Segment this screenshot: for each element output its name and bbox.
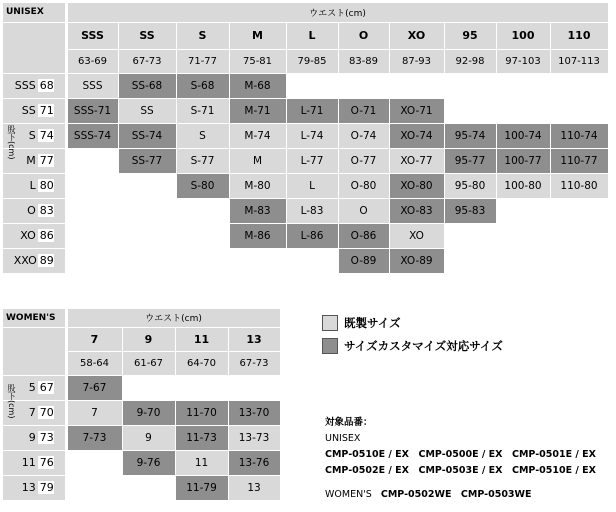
unisex-waist-header: ウエスト(cm) (67, 3, 608, 22)
size-cell (176, 248, 229, 273)
size-cell: 7 (67, 400, 122, 425)
row-label (3, 198, 65, 223)
size-header-95: 95 (444, 22, 496, 49)
range-header-SSS: 63-69 (67, 49, 118, 73)
legend-dark-label: サイズカスタマイズ対応サイズ (344, 339, 503, 353)
row-size-name: 5 (28, 381, 36, 394)
size-cell: M-83 (229, 198, 286, 223)
legend-dark-swatch (322, 338, 338, 354)
size-cell (67, 223, 118, 248)
size-cell (122, 375, 175, 400)
row-inseam-value: 74 (39, 129, 54, 142)
size-cell (496, 248, 550, 273)
legend-light-swatch (322, 315, 338, 331)
table-row (3, 198, 608, 223)
range-header-9: 61-67 (122, 351, 175, 375)
table-row (3, 400, 280, 425)
size-cell: 13 (228, 475, 280, 500)
unisex-hip-label: 股下(cm) (7, 125, 16, 160)
row-size-name: L (29, 179, 36, 192)
range-header-13: 67-73 (228, 351, 280, 375)
size-cell: O-71 (338, 98, 389, 123)
size-cell: S-68 (176, 73, 229, 98)
size-cell (496, 223, 550, 248)
size-cell (118, 198, 176, 223)
size-cell: O-89 (338, 248, 389, 273)
table-row (3, 248, 608, 273)
size-cell (496, 198, 550, 223)
row-size-name: M (26, 154, 36, 167)
size-cell: S-77 (176, 148, 229, 173)
size-cell (229, 248, 286, 273)
size-cell: 13-73 (228, 425, 280, 450)
size-cell: 95-77 (444, 148, 496, 173)
range-header-SS: 67-73 (118, 49, 176, 73)
size-cell: SS (118, 98, 176, 123)
size-header-11: 11 (175, 327, 228, 351)
size-cell (228, 375, 280, 400)
size-cell: SS-68 (118, 73, 176, 98)
row-inseam-value: 89 (39, 254, 54, 267)
row-inseam-value: 68 (39, 79, 54, 92)
size-cell: 9-70 (122, 400, 175, 425)
row-size-name: 9 (28, 431, 36, 444)
size-cell (338, 73, 389, 98)
size-cell: S-71 (176, 98, 229, 123)
womens-table-title: WOMEN'S (3, 309, 65, 327)
size-header-S: S (176, 22, 229, 49)
row-size-name: XXO (13, 254, 37, 267)
size-cell: 9-76 (122, 450, 175, 475)
size-cell: 95-74 (444, 123, 496, 148)
size-cell (550, 98, 608, 123)
womens-hip-label: 股下(cm) (7, 384, 16, 419)
size-header-9: 9 (122, 327, 175, 351)
product-unisex-line-2: CMP-0502E / EX CMP-0503E / EX CMP-0510E / EX (325, 465, 596, 476)
row-label (3, 450, 65, 475)
row-label (3, 173, 65, 198)
size-cell: XO-71 (389, 98, 444, 123)
size-cell: SSS-74 (67, 123, 118, 148)
row-size-name: SS (21, 104, 36, 117)
size-cell: SSS (67, 73, 118, 98)
row-inseam-value: 73 (39, 431, 54, 444)
size-cell: 7-73 (67, 425, 122, 450)
size-header-M: M (229, 22, 286, 49)
size-cell (67, 450, 122, 475)
product-womens-line (325, 487, 596, 503)
range-header-S: 71-77 (176, 49, 229, 73)
size-cell: O-80 (338, 173, 389, 198)
range-header-100: 97-103 (496, 49, 550, 73)
size-cell: XO-89 (389, 248, 444, 273)
table-row (3, 173, 608, 198)
size-cell (550, 248, 608, 273)
range-header-L: 79-85 (286, 49, 338, 73)
row-label (3, 73, 65, 98)
size-cell: 100-74 (496, 123, 550, 148)
size-header-13: 13 (228, 327, 280, 351)
row-label (3, 98, 65, 123)
unisex-table-title: UNISEX (3, 3, 65, 22)
row-size-name: XO (20, 229, 36, 242)
size-cell: 95-80 (444, 173, 496, 198)
size-cell: 13-76 (228, 450, 280, 475)
unisex-size-header-row (3, 22, 608, 49)
size-cell: 95-83 (444, 198, 496, 223)
size-cell (118, 248, 176, 273)
product-unisex-line-1: CMP-0510E / EX CMP-0500E / EX CMP-0501E / EX (325, 449, 596, 460)
womens-waist-header: ウエスト(cm) (67, 309, 280, 327)
size-cell: XO-83 (389, 198, 444, 223)
size-cell (444, 223, 496, 248)
size-cell: 9 (122, 425, 175, 450)
size-cell: 11-70 (175, 400, 228, 425)
size-cell: M-68 (229, 73, 286, 98)
row-inseam-value: 76 (39, 456, 54, 469)
row-label (3, 475, 65, 500)
row-inseam-value: 83 (39, 204, 54, 217)
size-header-7: 7 (67, 327, 122, 351)
size-cell (176, 198, 229, 223)
womens-size-table (3, 309, 281, 501)
size-cell: 110-74 (550, 123, 608, 148)
size-cell (286, 248, 338, 273)
row-inseam-value: 86 (39, 229, 54, 242)
range-header-O: 83-89 (338, 49, 389, 73)
size-cell: M-80 (229, 173, 286, 198)
row-size-name: 7 (28, 406, 36, 419)
size-cell: L-74 (286, 123, 338, 148)
table-row (3, 475, 280, 500)
size-cell: SS-77 (118, 148, 176, 173)
size-header-O: O (338, 22, 389, 49)
size-header-SSS: SSS (67, 22, 118, 49)
size-header-L: L (286, 22, 338, 49)
size-cell (67, 248, 118, 273)
size-cell (550, 73, 608, 98)
size-cell: 100-80 (496, 173, 550, 198)
size-cell: L-77 (286, 148, 338, 173)
size-header-XO: XO (389, 22, 444, 49)
row-label (3, 248, 65, 273)
size-cell: M-74 (229, 123, 286, 148)
legend-customizable (322, 338, 503, 354)
womens-size-header-row (3, 327, 280, 351)
size-cell: XO-77 (389, 148, 444, 173)
size-cell: 110-77 (550, 148, 608, 173)
size-cell (496, 73, 550, 98)
size-cell (67, 148, 118, 173)
size-cell: 11-73 (175, 425, 228, 450)
size-cell: O (338, 198, 389, 223)
size-cell (389, 73, 444, 98)
size-cell (550, 223, 608, 248)
size-cell (122, 475, 175, 500)
size-cell (67, 475, 122, 500)
table-row (3, 450, 280, 475)
size-cell: 100-77 (496, 148, 550, 173)
size-cell (444, 98, 496, 123)
size-cell: M (229, 148, 286, 173)
size-header-100: 100 (496, 22, 550, 49)
size-cell: L-71 (286, 98, 338, 123)
size-header-SS: SS (118, 22, 176, 49)
table-row (3, 123, 608, 148)
range-header-M: 75-81 (229, 49, 286, 73)
size-cell (176, 223, 229, 248)
row-size-name: 11 (21, 456, 36, 469)
size-cell: S-80 (176, 173, 229, 198)
size-header-110: 110 (550, 22, 608, 49)
size-cell: 7-67 (67, 375, 122, 400)
size-cell: 13-70 (228, 400, 280, 425)
size-cell: O-86 (338, 223, 389, 248)
range-header-11: 64-70 (175, 351, 228, 375)
row-inseam-value: 77 (39, 154, 54, 167)
size-cell: XO-80 (389, 173, 444, 198)
size-cell (286, 73, 338, 98)
row-label (3, 223, 65, 248)
size-cell (118, 173, 176, 198)
row-size-name: O (27, 204, 36, 217)
size-cell: L (286, 173, 338, 198)
table-row (3, 425, 280, 450)
size-cell (67, 173, 118, 198)
row-inseam-value: 80 (39, 179, 54, 192)
table-row (3, 223, 608, 248)
table-row (3, 98, 608, 123)
legend-light-label: 既製サイズ (344, 316, 401, 330)
size-cell: O-77 (338, 148, 389, 173)
range-header-110: 107-113 (550, 49, 608, 73)
size-cell: L-86 (286, 223, 338, 248)
table-row (3, 73, 608, 98)
size-cell: 110-80 (550, 173, 608, 198)
size-cell: O-74 (338, 123, 389, 148)
product-numbers (325, 415, 596, 503)
row-size-name: S (28, 129, 36, 142)
size-cell (67, 198, 118, 223)
size-cell (444, 248, 496, 273)
range-header-XO: 87-93 (389, 49, 444, 73)
row-inseam-value: 70 (39, 406, 54, 419)
row-size-name: 13 (21, 481, 36, 494)
size-cell (444, 73, 496, 98)
size-cell: XO (389, 223, 444, 248)
product-unisex-label: UNISEX (325, 433, 361, 444)
size-cell (550, 198, 608, 223)
range-header-7: 58-64 (67, 351, 122, 375)
unisex-size-table (3, 3, 609, 274)
product-womens-label: WOMEN'S (325, 489, 372, 500)
row-inseam-value: 71 (39, 104, 54, 117)
size-cell: SSS-71 (67, 98, 118, 123)
size-cell: SS-74 (118, 123, 176, 148)
row-inseam-value: 79 (39, 481, 54, 494)
size-cell: M-71 (229, 98, 286, 123)
legend-ready-made (322, 315, 401, 331)
row-label (3, 425, 65, 450)
product-numbers-title: 対象品番： (325, 417, 373, 428)
table-row (3, 148, 608, 173)
size-cell (118, 223, 176, 248)
size-cell (175, 375, 228, 400)
unisex-range-header-row (3, 49, 608, 73)
size-cell: XO-74 (389, 123, 444, 148)
size-cell: M-86 (229, 223, 286, 248)
size-cell (496, 98, 550, 123)
size-cell: 11 (175, 450, 228, 475)
table-row (3, 375, 280, 400)
row-size-name: SSS (14, 79, 36, 92)
product-womens-codes: CMP-0502WE CMP-0503WE (380, 489, 532, 500)
size-cell: L-83 (286, 198, 338, 223)
row-inseam-value: 67 (39, 381, 54, 394)
size-cell: S (176, 123, 229, 148)
range-header-95: 92-98 (444, 49, 496, 73)
size-cell: 11-79 (175, 475, 228, 500)
